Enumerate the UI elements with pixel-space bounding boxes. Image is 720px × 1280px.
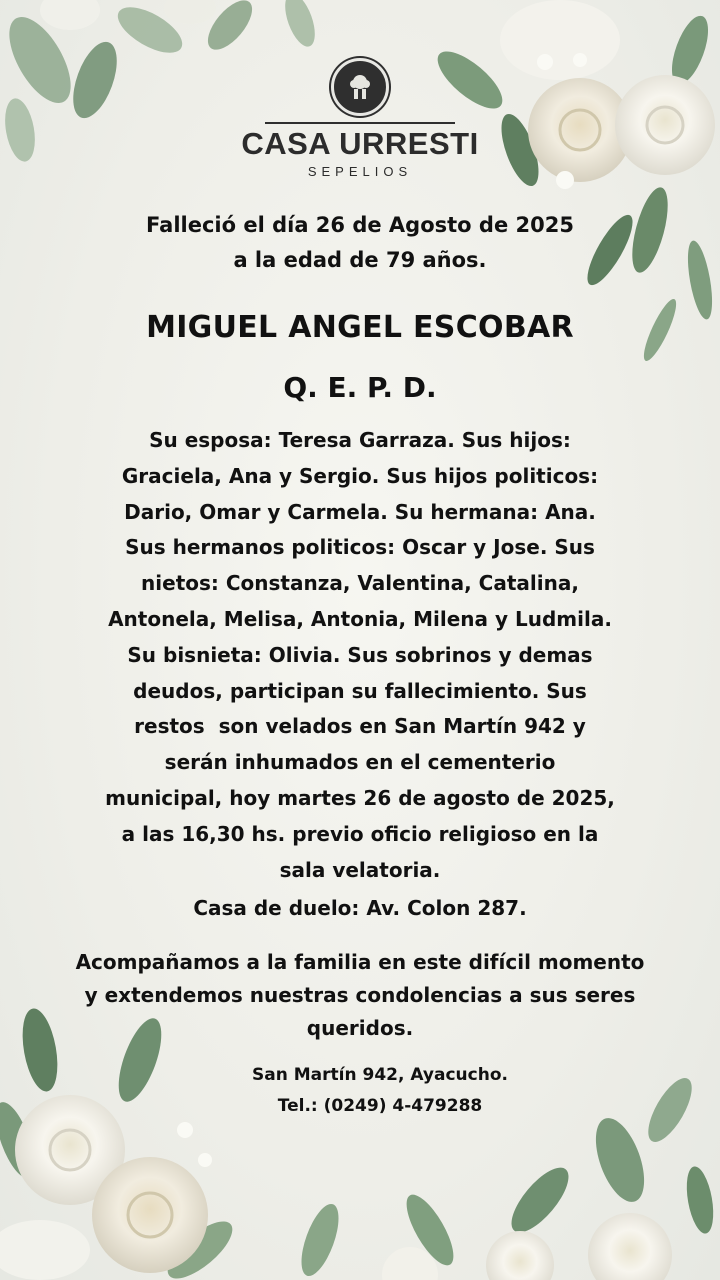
brand-name: CASA URRESTI [241,126,479,161]
body-line: Su esposa: Teresa Garraza. Sus hijos: [149,428,571,452]
closing-message [30,946,690,1045]
body-line: municipal, hoy martes 26 de agosto de 2025, [105,785,615,810]
death-date-line: Falleció el día 26 de Agosto de 2025 [146,213,574,237]
body-line: deudos, participan su fallecimiento. Sus [133,678,587,703]
obituary-body [30,423,690,888]
tree-emblem-icon [331,58,389,116]
body-line: Su bisnieta: Olivia. Sus sobrinos y demas [127,642,593,667]
contact-info [60,1060,700,1122]
phone: Tel.: (0249) 4-479288 [277,1096,483,1116]
body-line: Antonela, Melisa, Antonia, Milena y Ludmila. [108,606,612,631]
body-line: restos son velados en San Martín 942 y [134,714,586,739]
death-info [40,208,680,278]
address: San Martín 942, Ayacucho. [252,1065,508,1085]
brand-logo [0,58,720,179]
body-line: sala velatoria. [279,857,441,882]
body-line: serán inhumados en el cementerio [164,750,556,775]
body-line: nietos: Constanza, Valentina, Catalina, [141,571,579,596]
body-line: Sus hermanos politicos: Oscar y Jose. Sus [125,535,595,560]
qepd-text: Q. E. P. D. [283,371,437,404]
body-line: Graciela, Ana y Sergio. Sus hijos politicos: [121,463,599,488]
casa-de-duelo: Casa de duelo: Av. Colon 287. [193,896,527,920]
logo-divider [265,122,455,124]
deceased-name: MIGUEL ANGEL ESCOBAR [146,310,574,345]
brand-subtitle: SEPELIOS [307,164,413,179]
body-line: a las 16,30 hs. previo oficio religioso en la [121,821,599,846]
closing-line: queridos. [306,1016,414,1040]
age-line: a la edad de 79 años. [233,248,487,272]
bottom-left-bouquet [0,1006,241,1280]
closing-line: Acompañamos a la familia en este difícil momento [75,950,645,974]
body-line: Dario, Omar y Carmela. Su hermana: Ana. [124,499,596,524]
closing-line: y extendemos nuestras condolencias a sus seres [84,983,636,1007]
